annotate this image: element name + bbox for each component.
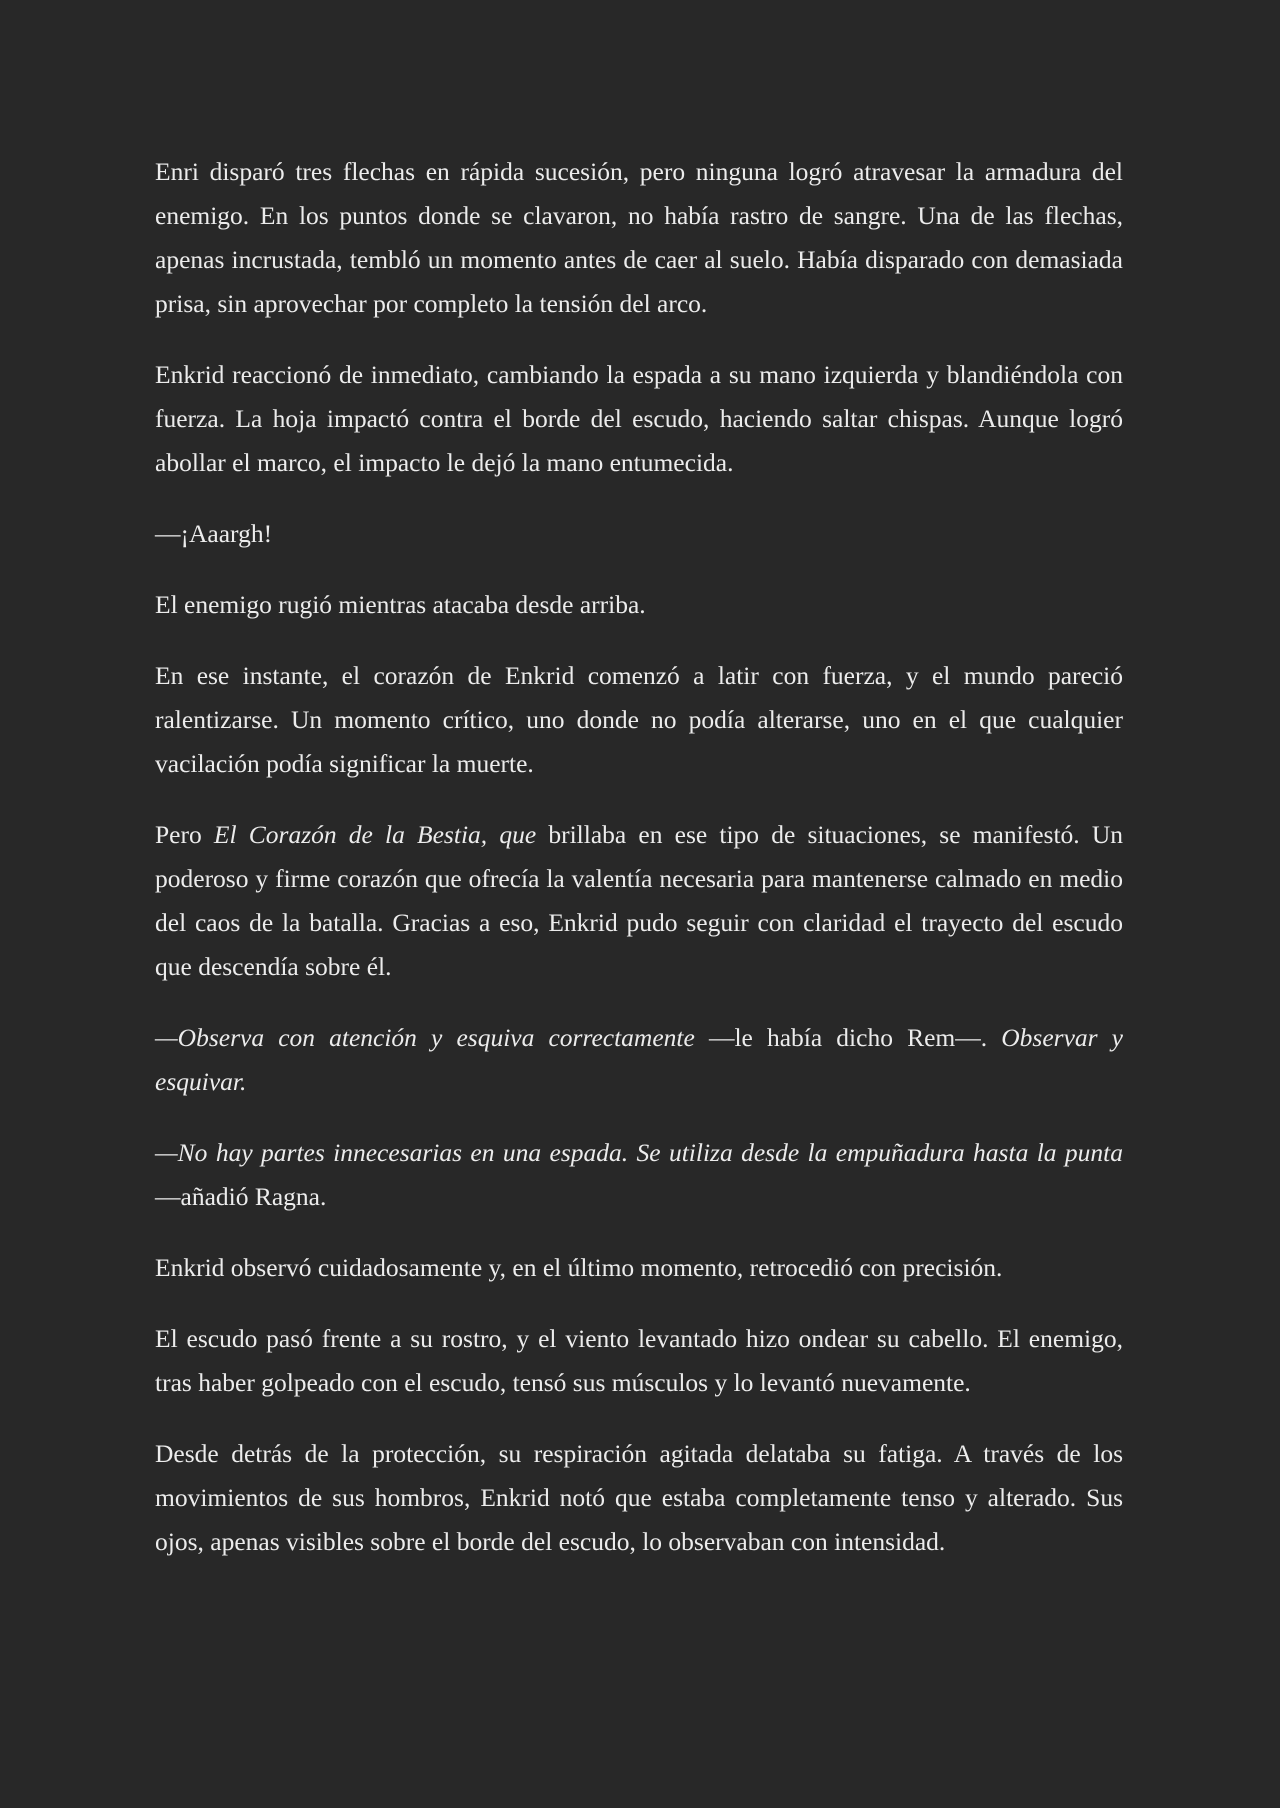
paragraph-10: El escudo pasó frente a su rostro, y el viento levantado hizo ondear su cabello. El enemigo, tras haber golpeado con el escudo, tensó sus músculos y lo levantó nuevamente.	[155, 1324, 1123, 1397]
paragraph-5: En ese instante, el corazón de Enkrid comenzó a latir con fuerza, y el mundo pareció ralentizarse. Un momento crítico, uno donde no podía alterarse, uno en el que cualquier vacilación podía significar la muerte.	[155, 661, 1123, 778]
paragraph-6-lead: Pero	[155, 820, 214, 849]
paragraph-7	[155, 1016, 1123, 1104]
paragraph-7-italic-tail: Observar y esquivar.	[155, 1023, 1123, 1096]
paragraph-6-rest: brillaba en ese tipo de situaciones, se manifestó. Un poderoso y firme corazón que ofrecía la valentía necesaria para mantenerse calmado en medio del caos de la batalla. Gracias a eso, Enkrid pudo seguir con claridad el trayecto del escudo que descendía sobre él.	[155, 820, 1123, 981]
chapter-text	[155, 150, 1123, 1591]
paragraph-1: Enri disparó tres flechas en rápida sucesión, pero ninguna logró atravesar la armadura del enemigo. En los puntos donde se clavaron, no había rastro de sangre. Una de las flechas, apenas incrustada, tembló un momento antes de caer al suelo. Había disparado con demasiada prisa, sin aprovechar por completo la tensión del arco.	[155, 157, 1123, 318]
paragraph-2: Enkrid reaccionó de inmediato, cambiando la espada a su mano izquierda y blandiéndola con fuerza. La hoja impactó contra el borde del escudo, haciendo saltar chispas. Aunque logró abollar el marco, el impacto le dejó la mano entumecida.	[155, 360, 1123, 477]
paragraph-6-italic: El Corazón de la Bestia, que	[213, 820, 537, 849]
paragraph-7-italic-quote: —Observa con atención y esquiva correctamente	[155, 1023, 695, 1052]
paragraph-9: Enkrid observó cuidadosamente y, en el último momento, retrocedió con precisión.	[155, 1253, 1003, 1282]
paragraph-8-attribution: —añadió Ragna.	[155, 1182, 327, 1211]
paragraph-8	[155, 1131, 1123, 1219]
paragraph-8-italic-quote: —No hay partes innecesarias en una espada. Se utiliza desde la empuñadura hasta la punta	[155, 1138, 1123, 1167]
paragraph-11: Desde detrás de la protección, su respiración agitada delataba su fatiga. A través de los movimientos de sus hombros, Enkrid notó que estaba completamente tenso y alterado. Sus ojos, apenas visibles sobre el borde del escudo, lo observaban con intensidad.	[155, 1439, 1123, 1556]
paragraph-6	[155, 813, 1123, 989]
paragraph-3: —¡Aaargh!	[155, 519, 273, 548]
paragraph-7-attribution: —le había dicho Rem—.	[694, 1023, 1002, 1052]
paragraph-4: El enemigo rugió mientras atacaba desde arriba.	[155, 590, 646, 619]
